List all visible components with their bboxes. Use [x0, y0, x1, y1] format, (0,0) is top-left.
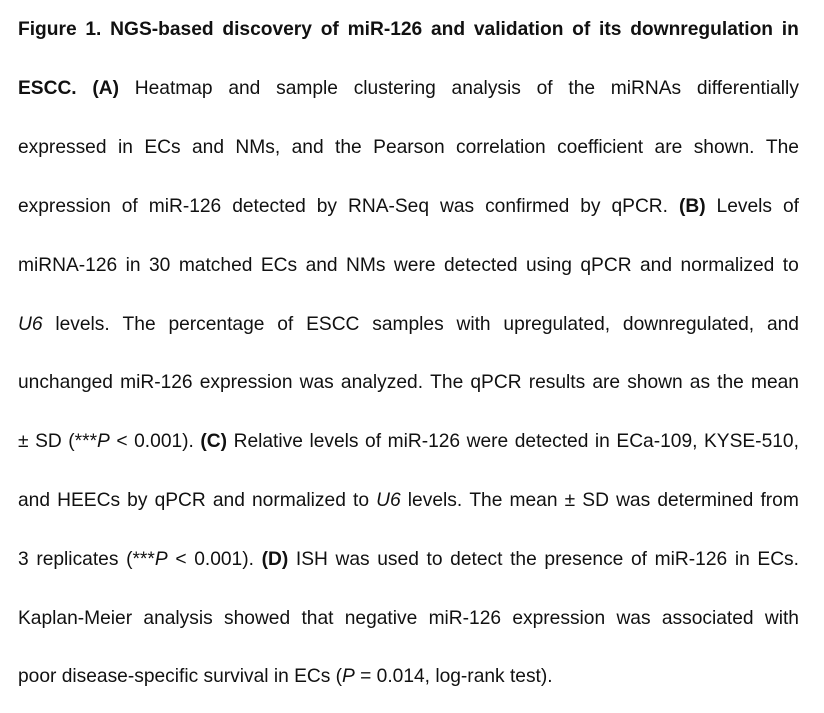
caption-word: levels.: [55, 313, 110, 335]
caption-word: was: [299, 372, 334, 394]
caption-word: showed: [224, 607, 291, 629]
caption-word: samples: [372, 313, 444, 335]
caption-word: of: [572, 19, 591, 40]
caption-word: disease-specific: [61, 666, 199, 688]
caption-word: HEECs: [57, 489, 121, 511]
caption-word: and: [291, 137, 324, 159]
caption-word: in: [125, 254, 141, 276]
figure-caption: [18, 0, 799, 707]
caption-word: miRNA-126: [18, 254, 118, 276]
caption-word: the: [510, 548, 537, 570]
caption-word: to: [353, 489, 370, 511]
caption-word: ISH: [295, 548, 328, 570]
caption-word: in: [594, 431, 610, 453]
caption-word: coefficient: [557, 137, 644, 159]
caption-word: the: [335, 137, 362, 159]
caption-line: [18, 413, 799, 472]
caption-word: were: [466, 431, 509, 453]
caption-word: Levels: [716, 195, 773, 217]
caption-word: results: [528, 372, 586, 394]
caption-word: correlation: [456, 137, 546, 159]
caption-word: ECs: [144, 137, 181, 159]
caption-word: [68, 431, 110, 453]
caption-word: [336, 666, 355, 688]
caption-word: levels: [309, 431, 359, 453]
caption-word: miR-126: [148, 195, 222, 217]
caption-fragment: P: [342, 666, 355, 688]
caption-word: with: [764, 607, 799, 629]
caption-word: analysis: [451, 78, 521, 100]
caption-word: negative: [344, 607, 418, 629]
caption-word: ECa-109,: [616, 431, 698, 453]
caption-word: ±: [564, 489, 576, 511]
caption-word: levels.: [407, 489, 463, 511]
caption-word: miR-126: [120, 372, 193, 394]
caption-line: [18, 60, 799, 119]
caption-word: was: [335, 548, 370, 570]
caption-word: expression: [512, 607, 606, 629]
caption-word: expression: [18, 195, 111, 217]
caption-word: and: [430, 19, 466, 40]
caption-word: from: [760, 489, 799, 511]
caption-line: [18, 648, 799, 707]
caption-word: ECs: [260, 254, 298, 276]
caption-word: miR-126: [654, 548, 728, 570]
caption-word: 3: [18, 548, 29, 570]
caption-line: [18, 119, 799, 178]
caption-word: matched: [178, 254, 253, 276]
caption-word: ECs: [294, 666, 331, 688]
caption-word: NMs: [346, 254, 386, 276]
caption-word: and: [191, 137, 224, 159]
caption-word: normalized: [680, 254, 775, 276]
caption-word: (D): [261, 548, 289, 570]
caption-word: to: [426, 548, 443, 570]
caption-word: miR-126: [428, 607, 502, 629]
caption-word: detected: [443, 254, 518, 276]
caption-word: and: [18, 489, 51, 511]
caption-word: qPCR: [470, 372, 522, 394]
caption-word: detect: [450, 548, 503, 570]
caption-line: [18, 236, 799, 295]
caption-word: RNA-Seq: [347, 195, 430, 217]
caption-word: was: [439, 195, 475, 217]
caption-word: (A): [92, 78, 120, 100]
caption-word: The: [469, 489, 503, 511]
caption-word: percentage: [168, 313, 265, 335]
caption-word: that: [301, 607, 334, 629]
caption-word: of: [782, 195, 799, 217]
caption-word: of: [320, 19, 339, 40]
caption-word: miR-126: [347, 19, 423, 40]
caption-word: upregulated,: [503, 313, 611, 335]
caption-word: log-rank: [435, 666, 505, 688]
caption-word: ±: [18, 431, 29, 453]
caption-word: unchanged: [18, 372, 113, 394]
caption-word: NGS-based: [110, 19, 214, 40]
caption-word: its: [599, 19, 622, 40]
caption-word: U6: [376, 489, 401, 511]
caption-word: of: [631, 548, 648, 570]
caption-word: 0.001).: [194, 548, 254, 570]
caption-word: and: [766, 313, 799, 335]
caption-word: were: [393, 254, 436, 276]
caption-word: Pearson: [373, 137, 445, 159]
caption-word: poor: [18, 666, 57, 688]
caption-word: replicates: [36, 548, 119, 570]
caption-word: U6: [18, 313, 43, 335]
caption-word: downregulated,: [622, 313, 755, 335]
caption-word: discovery: [222, 19, 312, 40]
caption-word: detected: [232, 195, 306, 217]
caption-word: Figure: [18, 19, 77, 40]
caption-word: ESCC: [306, 313, 360, 335]
caption-word: sample: [276, 78, 338, 100]
caption-word: in: [734, 548, 750, 570]
caption-word: 1.: [85, 19, 102, 40]
caption-word: shown: [627, 372, 683, 394]
caption-word: as: [689, 372, 711, 394]
caption-word: determined: [657, 489, 754, 511]
caption-word: qPCR: [154, 489, 206, 511]
caption-word: by: [316, 195, 338, 217]
caption-word: validation: [473, 19, 564, 40]
caption-word: of: [365, 431, 382, 453]
caption-word: of: [536, 78, 553, 100]
caption-word: ECs.: [757, 548, 799, 570]
caption-word: expressed: [18, 137, 107, 159]
caption-fragment: (: [335, 666, 343, 688]
caption-word: associated: [661, 607, 754, 629]
caption-word: in: [781, 19, 799, 40]
caption-word: KYSE-510,: [703, 431, 799, 453]
caption-word: downregulation: [630, 19, 774, 40]
caption-word: qPCR.: [611, 195, 668, 217]
caption-word: 0.014,: [376, 666, 431, 688]
caption-word: are: [654, 137, 683, 159]
caption-word: =: [360, 666, 372, 688]
caption-word: are: [592, 372, 621, 394]
caption-word: using: [526, 254, 572, 276]
caption-word: the: [568, 78, 596, 100]
caption-word: miR-126: [387, 431, 461, 453]
caption-line: [18, 178, 799, 237]
caption-word: survival: [203, 666, 269, 688]
caption-word: in: [273, 666, 289, 688]
caption-word: in: [117, 137, 133, 159]
caption-word: [126, 549, 168, 571]
caption-word: (B): [678, 195, 706, 217]
caption-word: analyzed.: [340, 372, 424, 394]
caption-word: to: [782, 254, 799, 276]
caption-word: The: [122, 313, 156, 335]
caption-word: Heatmap: [134, 78, 213, 100]
caption-word: The: [765, 137, 799, 159]
caption-word: expression: [199, 372, 293, 394]
caption-word: analysis: [143, 607, 213, 629]
caption-word: The: [430, 372, 464, 394]
caption-word: detected: [514, 431, 589, 453]
caption-fragment: (***: [68, 431, 98, 453]
caption-word: ESCC.: [18, 78, 77, 100]
caption-word: 30: [149, 254, 171, 276]
caption-word: used: [377, 548, 419, 570]
caption-word: normalized: [252, 489, 346, 511]
caption-word: presence: [544, 548, 624, 570]
caption-word: and: [228, 78, 261, 100]
caption-word: and: [640, 254, 673, 276]
caption-word: was: [616, 607, 651, 629]
caption-word: Relative: [233, 431, 303, 453]
caption-word: <: [116, 431, 128, 453]
caption-word: of: [277, 313, 294, 335]
caption-line: [18, 589, 799, 648]
caption-word: and: [305, 254, 338, 276]
caption-word: the: [717, 372, 744, 394]
caption-word: shown.: [693, 137, 755, 159]
caption-word: with: [456, 313, 491, 335]
caption-word: (C): [200, 431, 228, 453]
caption-line: [18, 0, 799, 60]
caption-word: mean: [509, 489, 558, 511]
caption-word: 0.001).: [134, 431, 194, 453]
caption-word: Kaplan-Meier: [18, 607, 133, 629]
caption-word: by: [580, 195, 601, 217]
caption-word: SD: [582, 489, 609, 511]
caption-word: qPCR: [580, 254, 632, 276]
caption-fragment: (***: [126, 548, 155, 570]
caption-word: <: [175, 548, 187, 570]
caption-word: differentially: [696, 78, 799, 100]
caption-word: clustering: [353, 78, 436, 100]
caption-word: miRNAs: [610, 78, 682, 100]
caption-fragment: P: [154, 548, 168, 570]
caption-word: test).: [509, 666, 553, 688]
caption-word: SD: [35, 431, 62, 453]
caption-word: mean: [750, 372, 799, 394]
caption-line: [18, 530, 799, 589]
caption-word: and: [212, 489, 245, 511]
caption-word: by: [127, 489, 148, 511]
caption-line: [18, 472, 799, 531]
caption-fragment: P: [97, 431, 110, 453]
caption-word: NMs,: [235, 137, 281, 159]
caption-word: of: [121, 195, 138, 217]
caption-word: was: [616, 489, 651, 511]
caption-word: confirmed: [485, 195, 570, 217]
caption-line: [18, 295, 799, 354]
caption-line: [18, 354, 799, 413]
